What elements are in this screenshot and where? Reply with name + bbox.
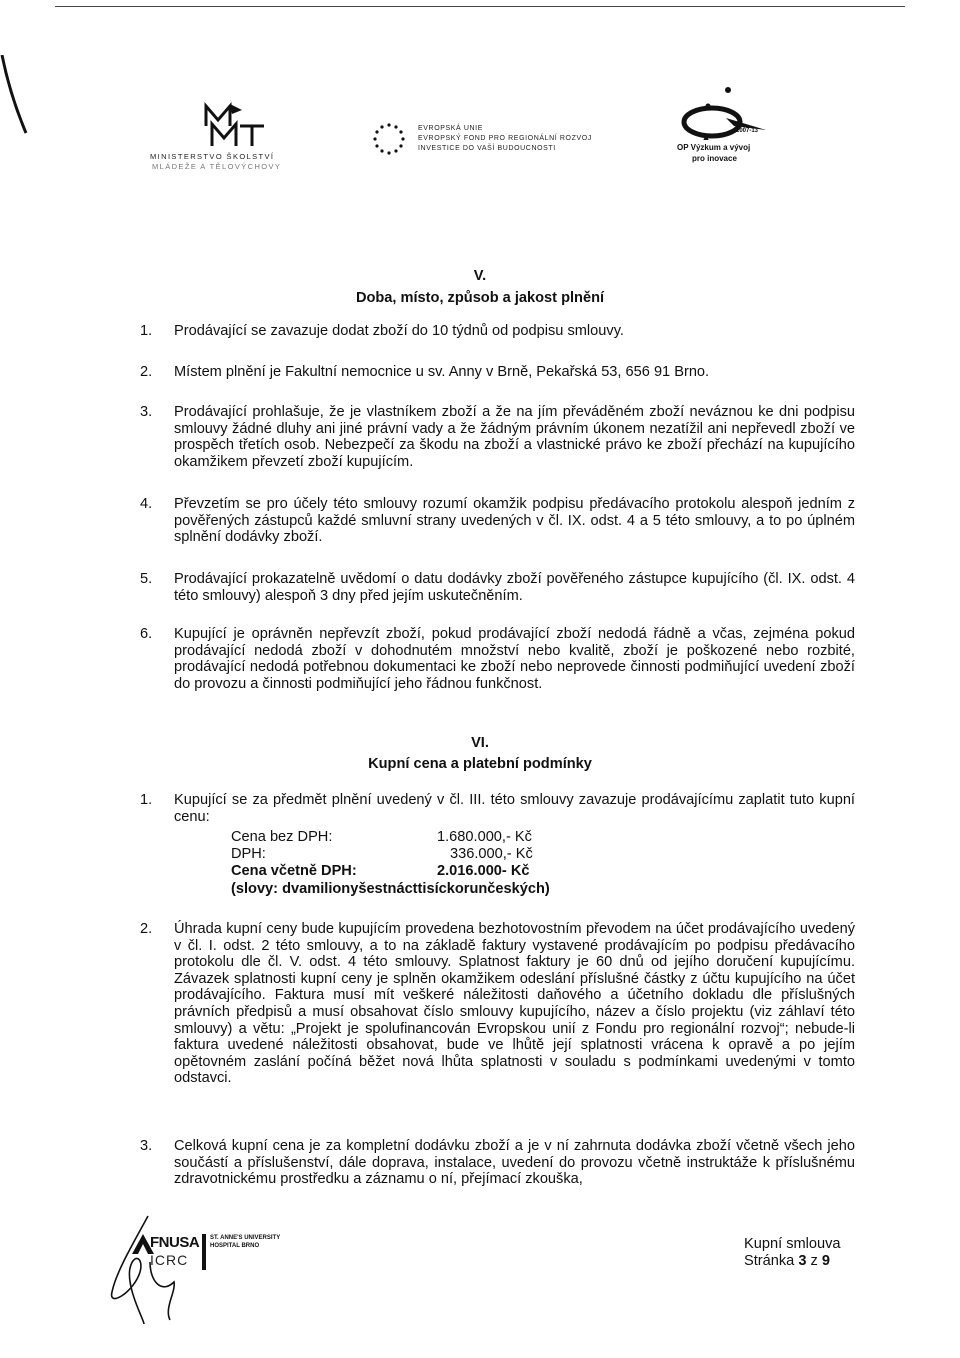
price-gross-row (231, 863, 530, 880)
op-years: 2007-13 (736, 128, 759, 134)
item-number: 3. (140, 404, 153, 420)
item-text: Převzetím se pro účely této smlouvy rozumí okamžik podpisu předávacího protokolu alespoň jedním z pověřených zástupců každé smluvní strany uvedených v čl. IX. odst. 4 a 5 této smlouvy, a to po úplném splnění dodávky zboží. (174, 496, 855, 546)
page-total: 9 (821, 1253, 831, 1269)
item-number: 5. (140, 571, 153, 587)
fnusa-wordmark: FNUSA (150, 1234, 200, 1251)
page-prefix: Stránka (744, 1253, 795, 1269)
item-number: 6. (140, 626, 153, 642)
item-text: Celková kupní cena je za kompletní dodávku zboží a je v ní zahrnuta dodávka zboží včetně všech jeho součástí a příslušenství, dále doprava, instalace, uvedení do provozu včetně instruktáže k příslušnému zdravotnickému prostředku a záznamu o ní, přejímací zkouška, (174, 1138, 855, 1188)
item-text: Prodávající prohlašuje, že je vlastníkem zboží a že na jím převáděném zboží neváznou ke dni podpisu smlouvy žádné dluhy ani jiné právní vady a že žádným právním úkonem nezatížil ani nepřevedl zboží ve prospěch třetích osob. Nebezpečí za škodu na zboží a vlastnické právo ke zboží přechází na kupujícího okamžikem převzetí zboží kupujícím. (174, 404, 855, 470)
price-gross-value: 2.016.000- Kč (437, 863, 530, 879)
section-vi-item-2 (140, 921, 855, 1087)
section-v-item-4 (140, 496, 855, 546)
section-v-number: V. (473, 268, 487, 284)
price-net-value: 1.680.000,- Kč (437, 829, 532, 845)
eu-line1: EVROPSKÁ UNIE (418, 125, 483, 132)
fnusa-divider (202, 1234, 206, 1270)
page-separator: z (810, 1253, 818, 1269)
item-text: Kupující je oprávněn nepřevzít zboží, pokud prodávající zboží nedodá řádně a včas, zejména pokud prodávající nedodá zboží v dohodnutém množství nebo kvalitě, zboží je poškozené nebo rozbité, prodávající nedodá potřebnou dokumentaci ke zboží nebo neprovede činnosti podmiňující uvedení zboží do provozu a činnosti podmiňující jeho řádnou funkčnost. (174, 626, 855, 692)
section-vi-item-3 (140, 1138, 855, 1188)
fnusa-logo (132, 1232, 292, 1274)
op-line2: pro inovace (692, 154, 737, 163)
item-number: 1. (140, 792, 153, 808)
price-vat-value: 336.000,- Kč (450, 846, 533, 862)
fnusa-line2: HOSPITAL BRNO (210, 1243, 260, 1249)
fnusa-line1: ST. ANNE'S UNIVERSITY (210, 1235, 281, 1241)
eu-line3: INVESTICE DO VAŠÍ BUDOUCNOSTI (418, 145, 556, 152)
price-words: (slovy: dvamilionyšestnácttisíckorunčeských) (231, 881, 550, 897)
item-number: 3. (140, 1138, 153, 1154)
msmt-line1: MINISTERSTVO ŠKOLSTVÍ (150, 152, 275, 161)
msmt-logo (150, 100, 310, 180)
item-number: 2. (140, 364, 153, 380)
section-vi-number: VI. (471, 735, 489, 751)
section-vi-item-1 (140, 792, 855, 825)
section-v-item-1 (140, 323, 855, 340)
item-text: Kupující se za předmět plnění uvedený v čl. III. této smlouvy zavazuje prodávajícímu zaplatit tuto kupní cenu: (174, 792, 855, 825)
header-rule (55, 6, 905, 7)
price-vat-label: DPH: (231, 846, 266, 862)
item-number: 1. (140, 323, 153, 339)
eu-line2: EVROPSKÝ FOND PRO REGIONÁLNÍ ROZVOJ (418, 135, 592, 142)
section-v-title: Doba, místo, způsob a jakost plnění (355, 290, 605, 306)
price-vat-row (231, 846, 533, 863)
section-v-item-2 (140, 364, 855, 381)
page-number: 3 (798, 1253, 807, 1269)
icrc-wordmark: ICRC (150, 1252, 189, 1268)
item-text: Místem plnění je Fakultní nemocnice u sv. Anny v Brně, Pekařská 53, 656 91 Brno. (174, 364, 710, 380)
op-line1: OP Výzkum a vývoj (677, 143, 751, 152)
header (0, 0, 960, 200)
footer-page-indicator (744, 1253, 830, 1269)
item-text: Úhrada kupní ceny bude kupujícím provedena bezhotovostním převodem na účet prodávajícího uvedený v čl. I. odst. 2 této smlouvy, a to na základě faktury vystavené prodávajícím po podpisu předávacího protokolu dle čl. V. odst. 4 této smlouvy. Splatnost faktury je 60 dnů od jejího doručení kupujícímu. Závazek splatnosti kupní ceny je splněn okamžikem odeslání příslušné částky z účtu kupujícího na účet prodávajícího. Faktura musí mít veškeré náležitosti daňového a účetního dokladu dle příslušných právních předpisů a musí obsahovat číslo smlouvy kupujícího, název a číslo projektu (viz záhlaví této smlouvy) a větu: „Projekt je spolufinancován Evropskou unií z Fondu pro regionální rozvoj“; nebude-li faktura uvedené náležitosti obsahovat, bude ve lhůtě její splatnosti vrácena k opravě a po jejím opětovném zaslání počíná běžet nová lhůta splatnosti v souladu s podmínkami uvedenými v tomto odstavci. (174, 921, 855, 1087)
op-vavpi-logo (668, 84, 798, 174)
section-v-item-5 (140, 571, 855, 604)
price-gross-label: Cena včetně DPH: (231, 863, 357, 879)
footer-doc-title: Kupní smlouva (744, 1236, 841, 1252)
item-number: 2. (140, 921, 153, 937)
msmt-emblem-icon (202, 100, 272, 150)
item-text: Prodávající prokazatelně uvědomí o datu dodávky zboží pověřeného zástupce kupujícího (čl. IX. odst. 4 této smlouvy) alespoň 3 dny před jejím uskutečněním. (174, 571, 855, 604)
eu-stars-icon (372, 122, 406, 156)
price-net-row (231, 829, 532, 846)
scan-edge-mark (0, 55, 30, 135)
msmt-line2: MLÁDEŽE A TĚLOVÝCHOVY (152, 162, 282, 171)
section-v-item-6 (140, 626, 855, 692)
price-net-label: Cena bez DPH: (231, 829, 333, 845)
section-vi-title: Kupní cena a platební podmínky (368, 756, 592, 772)
section-v-item-3 (140, 404, 855, 470)
item-number: 4. (140, 496, 153, 512)
item-text: Prodávající se zavazuje dodat zboží do 10 týdnů od podpisu smlouvy. (174, 323, 624, 339)
eu-logo (372, 122, 632, 162)
